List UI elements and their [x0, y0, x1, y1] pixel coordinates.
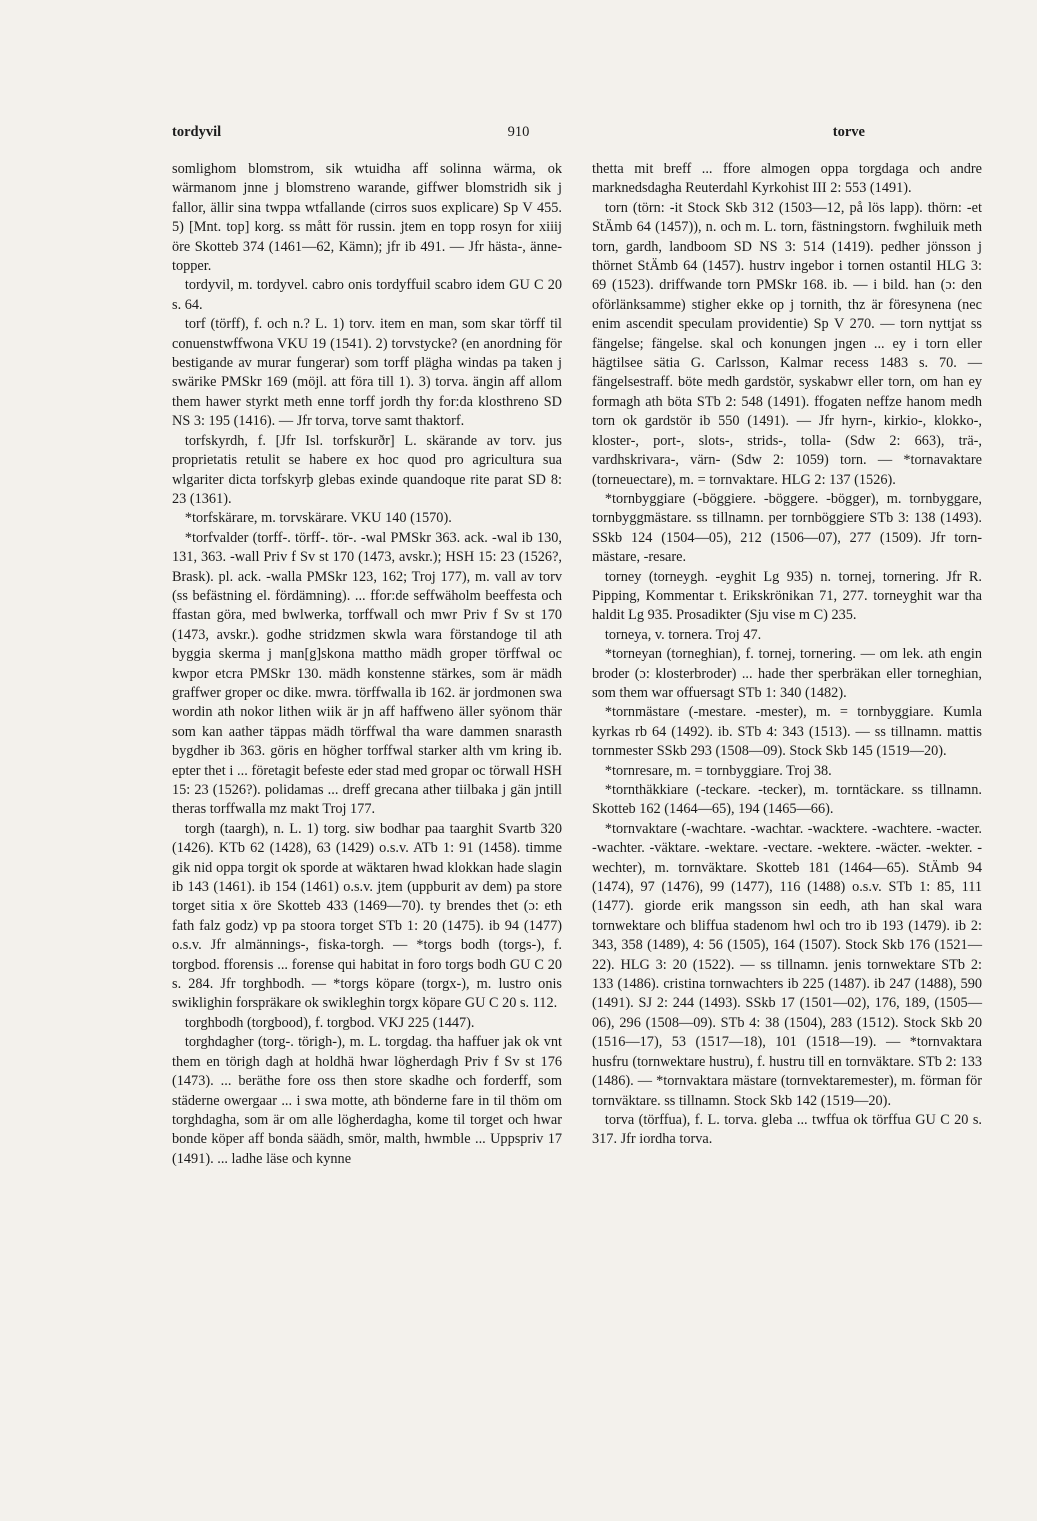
page-number: 910	[507, 124, 530, 140]
entry-paragraph: torgh (taargh), n. L. 1) torg. siw bodhar paa taarghit Svartb 320 (1426). KTb 62 (1428), 63 (1429) o.s.v. ATb 1: 91 (1458). timme gik nid oppa torgit ok sporde at wäktaren hwad klokkan hade slagin ib 143 (1461). ib 154 (1461) o.s.v. jtem (uppburit av dem) pa store torget sitia x öre Skotteb 433 (1469—70). ty brendes thet (ɔ: eth fath falz godz) vp pa stoora torget STb 1: 20 (1475). ib 94 (1477) o.s.v. Jfr almännings-, fiska-torgh. — *torgs bodh (torgs-), f. torgbod. fforensis ... forense qui habitat in foro torgs bodh GU C 20 s. 284. Jfr torghbodh. — *torgs köpare (torgx-), m. lustro onis swiklighin forspräkare ok swikleghin torgx köpare GU C 20 s. 112.	[172, 820, 562, 1012]
entry-paragraph: *tornmästare (-mestare. -mester), m. = tornbyggiare. Kumla kyrkas rb 64 (1492). ib. STb 4: 343 (1513). — ss tillnamn. mattis tornmester SSkb 293 (1508—09). Stock Skb 145 (1519—20).	[592, 704, 982, 760]
entry-paragraph: torneya, v. tornera. Troj 47.	[604, 626, 762, 643]
entry-paragraph: *tornresare, m. = tornbyggiare. Troj 38.	[604, 762, 832, 779]
entry-paragraph: *tornvaktare (-wachtare. -wachtar. -wacktere. -wachtere. -wacter. -wachter. -väktare. -wektare. -vectare. -wektere. -wäcter. -wekter. -wechter), m. tornväktare. Skotteb 181 (1464—65). StÄmb 94 (1474), 97 (1476), 99 (1477), 116 (1488) o.s.v. STb 1: 85, 111 (1477). giorde erik mangsson sin eedh, ath han skal wara tornwektare och bliffua stadenom hwl och tro ib 193 (1479). ib 2: 343, 358 (1489), 4: 56 (1505), 164 (1507). Stock Skb 176 (1521—22). HLG 3: 20 (1522). — ss tillnamn. jenis tornwektare STb 2: 133 (1486). cristina tornwachters ib 225 (1487). ib 247 (1488), 590 (1491). SJ 2: 244 (1493). SSkb 17 (1501—02), 176, 189, (1505—06), 296 (1508—09). STb 4: 38 (1504), 283 (1512). Stock Skb 20 (1516—17), 53 (1517—18), 101 (1518—19). — *tornvaktara husfru (tornwektare hustru), f. hustru till en tornväktare. STb 2: 133 (1486). — *tornvaktara mästare (tornvektaremester), m. förman för tornväktare. ss tillnamn. Stock Skb 142 (1519—20).	[592, 820, 982, 1109]
entry-paragraph: torva (törffua), f. L. torva. gleba ... twffua ok törffua GU C 20 s. 317. Jfr iordha torva.	[592, 1111, 982, 1148]
entry-paragraph: *torfvalder (torff-. törff-. tör-. -wal PMSkr 363. ack. -wal ib 130, 131, 363. -wall Priv f Sv st 170 (1473, avskr.); HSH 15: 23 (1526?, Brask). pl. ack. -walla PMSkr 123, 162; Troj 177), m. vall av torv (ss befästning el. fördämning). ... ffor:de seffwäholm beeffesta och ffastan göra, med bwlwerka, torffwall och mwr Priv f Sv st 170 (1473, avskr.). godhe stridzmen skwla wara förstandoge til ath byggia skerma j man[g]skona mattho mädh groper törffwal oc kwpor etcra PMSkr 130. mädh konstenne stärkes, som är mädh graffwer groper oc dike. mwra. törffwalla ib 162. är jordmonen swa wordin ath nokor lithen wiik är jn aff haffweno äller syönom thär som kan aather täppas mädh törffwal tha ware dammen snarasth bygdher ib 363. göris en högher torffwal starker alth vm kring ib. epter thet i ... företagit befeste eder stad med gropar oc törwall HSH 15: 23 (1526?). polidamas ... dreff grecana ather tiilbaka j gän jntill theras torffwalla mz makt Troj 177.	[172, 529, 562, 818]
header-last-entry: torve	[832, 124, 865, 140]
entry-paragraph: *tornbyggiare (-böggiere. -böggere. -bögger), m. tornbyggare, tornbyggmästare. ss tillnamn. per tornböggiere STb 3: 138 (1493). SSkb 124 (1504—05), 212 (1506—07), 277 (1509). Jfr torn-mästare, -resare.	[592, 490, 982, 566]
entry-paragraph: *torfskärare, m. torvskärare. VKU 140 (1570).	[184, 510, 452, 527]
entry-paragraph: torf (törff), f. och n.? L. 1) torv. item en man, som skar törff til conuenstwffwona VKU 19 (1541). 2) torvstycke? (en anordning för bestigande av murar fungerar) som torff plägha windas pa taken j swärike PMSkr 169 (möjl. att föra till 1). 3) torva. ängin aff allom them hawer styrkt meth enne torff jordh thy for:da klosthreno SD NS 3: 195 (1416). — Jfr torva, torve samt thaktorf.	[172, 316, 562, 430]
entry-paragraph: tordyvil, m. tordyvel. cabro onis tordyffuil scabro idem GU C 20 s. 64.	[172, 277, 562, 313]
entry-paragraph: torfskyrdh, f. [Jfr Isl. torfskurðr] L. skärande av torv. jus proprietatis retulit se habere ex hoc quod pro agricultura sua wlgariter dicta torfskyrþ glebas exinde quandoque rite parat SD 8: 23 (1361).	[172, 432, 562, 507]
entry-paragraph: thetta mit breff ... ffore almogen oppa torgdaga och andre marknedsdagha Reuterdahl Kyrkohist III 2: 553 (1491).	[592, 161, 982, 197]
entry-paragraph: torghbodh (torgbood), f. torgbod. VKJ 225 (1447).	[184, 1014, 475, 1031]
running-header	[172, 124, 865, 146]
entry-paragraph: somlighom blomstrom, sik wtuidha aff solinna wärma, ok wärmanom jnne j blomstreno warande, giffwer blomstridh sik j fallor, ällir sina twppa wtfallande (cirros suos explicare) Sp V 455. 5) [Mnt. top] korg. ss mått för russin. jtem en topp rosyn for xiiij öre Skotteb 374 (1461—62, Kämn); jfr ib 491. — Jfr hästa-, änne-topper.	[172, 161, 562, 275]
entry-paragraph: torghdagher (torg-. törigh-), m. L. torgdag. tha haffuer jak ok vnt them en törigh dagh at holdhä hwar lögherdagh Priv f Sv st 176 (1473). ... beräthe fore oss then store skadhe och forderff, som städerne owergaar ... i swa motte, ath bönderne fare in til thöm om torghdagha, som är om alle lögherdagha, kome til torget och hwar bonde köper aff bonda säädh, smör, malth, hwmble ... Uppspriv 17 (1491). ... ladhe läse och kynne	[172, 1034, 562, 1167]
header-first-entry: tordyvil	[172, 124, 222, 140]
left-column	[172, 160, 562, 1169]
entry-paragraph: torney (torneygh. -eyghit Lg 935) n. tornej, tornering. Jfr R. Pipping, Kommentar t. Erikskrönikan 71, 277. torneyghit war tha haldit Lg 935. Prosadikter (Sju vise m C) 235.	[592, 568, 982, 624]
entry-paragraph: *tornthäkkiare (-teckare. -tecker), m. torntäckare. ss tillnamn. Skotteb 162 (1464—65), 194 (1465—66).	[592, 782, 982, 818]
entry-paragraph: torn (törn: -it Stock Skb 312 (1503—12, på lös lapp). thörn: -et StÄmb 64 (1457)), n. och m. L. torn, fästningstorn. fwghiluik meth torn, gardh, landboom SD NS 3: 514 (1419). pedher jönsson j thörnet StÄmb 64 (1457). hustrv ingebor i tornen ostantil HLG 3: 69 (1523). driffwande torn PMSkr 168. ib. — i bild. han (ɔ: den oförlänksamme) stigher ekke op j tornith, thz är föresynena (nec enim ascendit speculam providentie) Sp V 270. — torn nyttjat ss fängelse; fängelse. skal och konungen jngen ... ey i torn eller hägtilsee sätia G. Carlsson, Kalmar recess 1483 s. 70. — fängelsestraff. böte medh gardstör, syskabwr eller torn, om han ey formagh ath böta STb 2: 548 (1491). ffogaten neffze hanom medh torn ok gardstör ib 550 (1491). — Jfr hyrn-, kirkio-, klokko-, kloster-, port-, slots-, strids-, tolla- (Sdw 2: 663), trä-, vardhskrivara-, värn- (Sdw 2: 1059) torn. — *tornavaktare (torneuectare), m. = tornvaktare. HLG 2: 137 (1526).	[592, 199, 982, 488]
entry-paragraph: *torneyan (torneghian), f. tornej, tornering. — om lek. ath engin broder (ɔ: klosterbroder) ... hade ther sperbräkan eller torneghian, som them war offuersagt STb 1: 340 (1482).	[592, 646, 982, 701]
right-column	[592, 160, 982, 1150]
